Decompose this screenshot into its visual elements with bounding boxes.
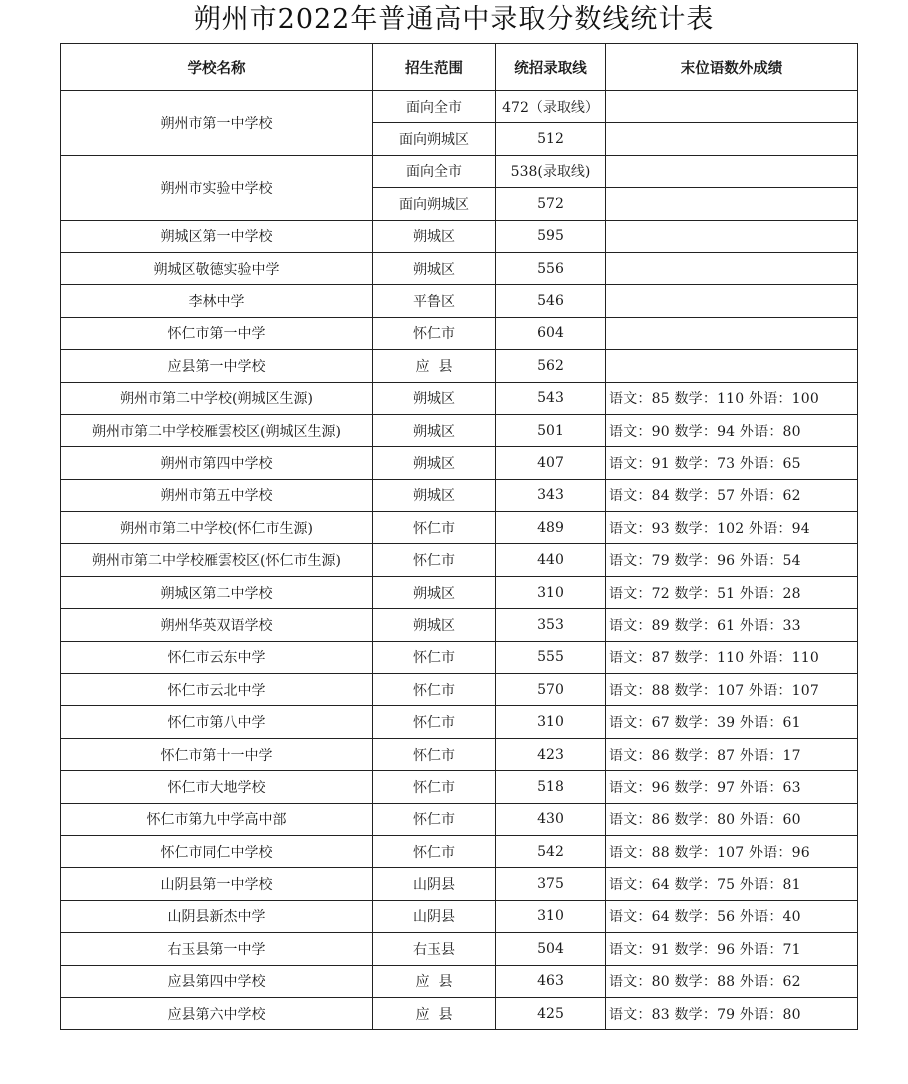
school-name-cell: 朔州市第二中学校(怀仁市生源) <box>61 512 373 544</box>
school-name-cell: 怀仁市云北中学 <box>61 674 373 706</box>
detail-cell: 语文：84 数学：57 外语：62 <box>606 479 858 511</box>
detail-cell: 语文：86 数学：80 外语：60 <box>606 803 858 835</box>
line-cell: 572 <box>496 188 606 220</box>
school-name-cell: 朔州市第五中学校 <box>61 479 373 511</box>
line-cell: 343 <box>496 479 606 511</box>
range-cell: 朔城区 <box>373 609 496 641</box>
range-cell: 应 县 <box>373 965 496 997</box>
range-cell: 平鲁区 <box>373 285 496 317</box>
detail-cell: 语文：89 数学：61 外语：33 <box>606 609 858 641</box>
school-name-cell: 朔州市第四中学校 <box>61 447 373 479</box>
table-row <box>61 285 858 317</box>
detail-cell: 语文：91 数学：96 外语：71 <box>606 933 858 965</box>
detail-cell <box>606 285 858 317</box>
range-cell: 朔城区 <box>373 447 496 479</box>
range-cell: 怀仁市 <box>373 512 496 544</box>
table-row <box>61 965 858 997</box>
range-cell: 朔城区 <box>373 576 496 608</box>
line-cell: 604 <box>496 317 606 349</box>
detail-cell <box>606 317 858 349</box>
line-cell: 501 <box>496 414 606 446</box>
range-cell: 朔城区 <box>373 252 496 284</box>
line-cell: 353 <box>496 609 606 641</box>
table-row <box>61 91 858 123</box>
detail-cell: 语文：80 数学：88 外语：62 <box>606 965 858 997</box>
line-cell: 546 <box>496 285 606 317</box>
school-name-cell: 朔城区敬德实验中学 <box>61 252 373 284</box>
line-cell: 310 <box>496 576 606 608</box>
school-name-cell: 右玉县第一中学 <box>61 933 373 965</box>
table-row <box>61 641 858 673</box>
detail-cell: 语文：87 数学：110 外语：110 <box>606 641 858 673</box>
header-school-name: 学校名称 <box>61 44 373 91</box>
range-cell: 应 县 <box>373 997 496 1029</box>
range-cell: 面向全市 <box>373 155 496 187</box>
range-cell: 面向朔城区 <box>373 123 496 155</box>
range-cell: 朔城区 <box>373 479 496 511</box>
detail-cell: 语文：90 数学：94 外语：80 <box>606 414 858 446</box>
detail-cell <box>606 350 858 382</box>
table-row <box>61 609 858 641</box>
table-row <box>61 576 858 608</box>
table-row <box>61 155 858 187</box>
table-row <box>61 414 858 446</box>
range-cell: 怀仁市 <box>373 641 496 673</box>
range-cell: 怀仁市 <box>373 803 496 835</box>
table-header-row <box>61 44 858 91</box>
detail-cell <box>606 220 858 252</box>
school-name-cell: 怀仁市第八中学 <box>61 706 373 738</box>
header-last-scores: 末位语数外成绩 <box>606 44 858 91</box>
table-row <box>61 771 858 803</box>
school-name-cell: 朔城区第二中学校 <box>61 576 373 608</box>
range-cell: 怀仁市 <box>373 674 496 706</box>
detail-cell: 语文：64 数学：56 外语：40 <box>606 900 858 932</box>
detail-cell: 语文：86 数学：87 外语：17 <box>606 738 858 770</box>
range-cell: 朔城区 <box>373 382 496 414</box>
line-cell: 504 <box>496 933 606 965</box>
line-cell: 463 <box>496 965 606 997</box>
detail-cell: 语文：88 数学：107 外语：96 <box>606 835 858 867</box>
school-name-cell: 怀仁市云东中学 <box>61 641 373 673</box>
line-cell: 375 <box>496 868 606 900</box>
range-cell: 朔城区 <box>373 414 496 446</box>
line-cell: 430 <box>496 803 606 835</box>
school-name-cell: 怀仁市第十一中学 <box>61 738 373 770</box>
table-row <box>61 382 858 414</box>
school-name-cell: 朔州市第二中学校雁雲校区(朔城区生源) <box>61 414 373 446</box>
table-row <box>61 997 858 1029</box>
range-cell: 怀仁市 <box>373 738 496 770</box>
line-cell: 407 <box>496 447 606 479</box>
line-cell: 542 <box>496 835 606 867</box>
range-cell: 右玉县 <box>373 933 496 965</box>
detail-cell: 语文：85 数学：110 外语：100 <box>606 382 858 414</box>
table-row <box>61 447 858 479</box>
detail-cell: 语文：67 数学：39 外语：61 <box>606 706 858 738</box>
line-cell: 512 <box>496 123 606 155</box>
detail-cell <box>606 155 858 187</box>
detail-cell <box>606 91 858 123</box>
table-row <box>61 835 858 867</box>
detail-cell: 语文：91 数学：73 外语：65 <box>606 447 858 479</box>
line-cell: 310 <box>496 900 606 932</box>
school-name-cell: 山阴县新杰中学 <box>61 900 373 932</box>
school-name-cell: 怀仁市大地学校 <box>61 771 373 803</box>
detail-cell: 语文：96 数学：97 外语：63 <box>606 771 858 803</box>
table-row <box>61 738 858 770</box>
range-cell: 怀仁市 <box>373 706 496 738</box>
school-name-cell: 应县第四中学校 <box>61 965 373 997</box>
line-cell: 423 <box>496 738 606 770</box>
line-cell: 489 <box>496 512 606 544</box>
line-cell: 518 <box>496 771 606 803</box>
page-title: 朔州市2022年普通高中录取分数线统计表 <box>193 4 715 35</box>
table-row <box>61 544 858 576</box>
table-row <box>61 674 858 706</box>
detail-cell: 语文：79 数学：96 外语：54 <box>606 544 858 576</box>
school-name-cell: 李林中学 <box>61 285 373 317</box>
table-row <box>61 868 858 900</box>
school-name-cell: 怀仁市第九中学高中部 <box>61 803 373 835</box>
range-cell: 面向朔城区 <box>373 188 496 220</box>
range-cell: 怀仁市 <box>373 771 496 803</box>
detail-cell <box>606 123 858 155</box>
range-cell: 山阴县 <box>373 900 496 932</box>
table-row <box>61 706 858 738</box>
school-name-cell: 朔州华英双语学校 <box>61 609 373 641</box>
school-name-cell: 山阴县第一中学校 <box>61 868 373 900</box>
admission-score-table <box>60 43 858 1030</box>
table-row <box>61 220 858 252</box>
table-row <box>61 512 858 544</box>
table-row <box>61 900 858 932</box>
line-cell: 425 <box>496 997 606 1029</box>
table-row <box>61 252 858 284</box>
school-name-cell: 朔州市第一中学校 <box>61 91 373 156</box>
line-cell: 595 <box>496 220 606 252</box>
header-enrollment-range: 招生范围 <box>373 44 496 91</box>
school-name-cell: 朔城区第一中学校 <box>61 220 373 252</box>
line-cell: 555 <box>496 641 606 673</box>
range-cell: 怀仁市 <box>373 317 496 349</box>
range-cell: 山阴县 <box>373 868 496 900</box>
table-row <box>61 803 858 835</box>
range-cell: 应 县 <box>373 350 496 382</box>
range-cell: 怀仁市 <box>373 835 496 867</box>
line-cell: 556 <box>496 252 606 284</box>
table-row <box>61 479 858 511</box>
range-cell: 怀仁市 <box>373 544 496 576</box>
school-name-cell: 朔州市实验中学校 <box>61 155 373 220</box>
table-row <box>61 350 858 382</box>
detail-cell: 语文：64 数学：75 外语：81 <box>606 868 858 900</box>
school-name-cell: 应县第一中学校 <box>61 350 373 382</box>
detail-cell: 语文：93 数学：102 外语：94 <box>606 512 858 544</box>
school-name-cell: 怀仁市第一中学 <box>61 317 373 349</box>
line-cell: 570 <box>496 674 606 706</box>
school-name-cell: 怀仁市同仁中学校 <box>61 835 373 867</box>
line-cell: 538(录取线) <box>496 155 606 187</box>
school-name-cell: 应县第六中学校 <box>61 997 373 1029</box>
line-cell: 562 <box>496 350 606 382</box>
line-cell: 440 <box>496 544 606 576</box>
range-cell: 面向全市 <box>373 91 496 123</box>
line-cell: 472（录取线） <box>496 91 606 123</box>
detail-cell: 语文：72 数学：51 外语：28 <box>606 576 858 608</box>
detail-cell <box>606 252 858 284</box>
header-admission-line: 统招录取线 <box>496 44 606 91</box>
detail-cell: 语文：83 数学：79 外语：80 <box>606 997 858 1029</box>
table-row <box>61 933 858 965</box>
school-name-cell: 朔州市第二中学校(朔城区生源) <box>61 382 373 414</box>
line-cell: 310 <box>496 706 606 738</box>
range-cell: 朔城区 <box>373 220 496 252</box>
detail-cell: 语文：88 数学：107 外语：107 <box>606 674 858 706</box>
detail-cell <box>606 188 858 220</box>
line-cell: 543 <box>496 382 606 414</box>
table-row <box>61 317 858 349</box>
school-name-cell: 朔州市第二中学校雁雲校区(怀仁市生源) <box>61 544 373 576</box>
